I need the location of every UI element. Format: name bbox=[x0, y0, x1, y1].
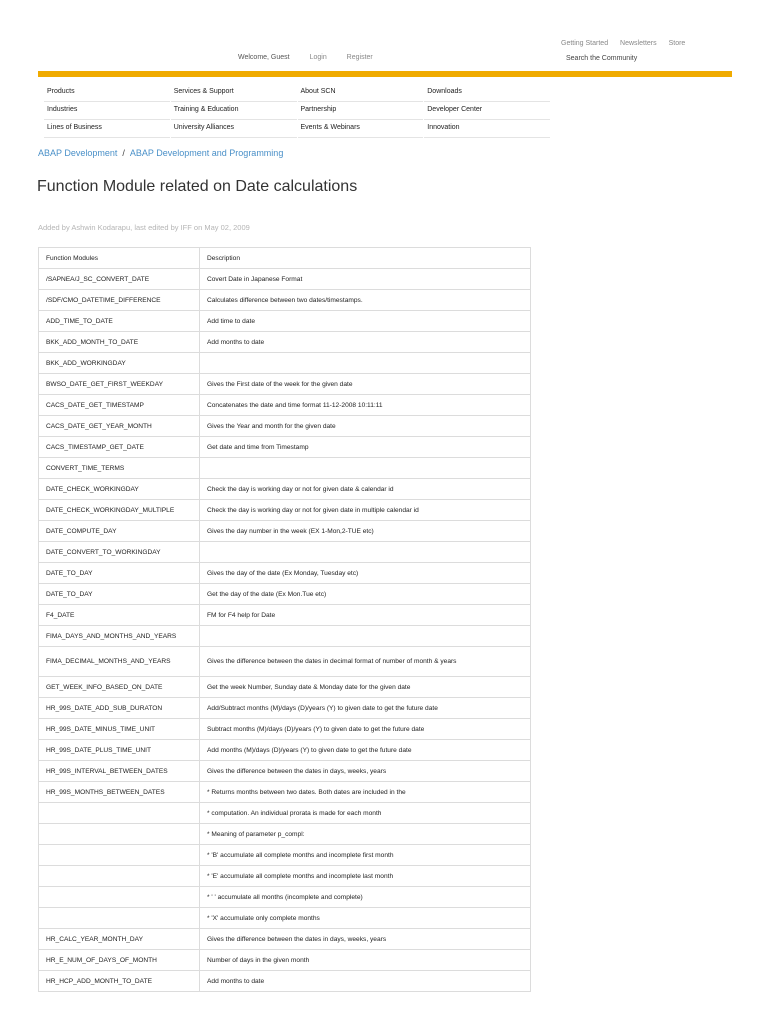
table-row bbox=[39, 269, 531, 290]
welcome-text: Welcome, Guest bbox=[238, 54, 290, 61]
store-link[interactable]: Store bbox=[668, 40, 686, 47]
getting-started-link[interactable]: Getting Started bbox=[561, 40, 609, 47]
nav-item-industries[interactable]: Industries bbox=[44, 102, 170, 120]
description-cell: Add time to date bbox=[200, 311, 531, 332]
page-meta: Added by Ashwin Kodarapu, last edited by IFF on May 02, 2009 bbox=[38, 223, 250, 232]
description-cell: Number of days in the given month bbox=[200, 950, 531, 971]
description-cell bbox=[200, 542, 531, 563]
table-row bbox=[39, 647, 531, 677]
description-cell: * computation. An individual prorata is made for each month bbox=[200, 803, 531, 824]
function-module-cell bbox=[39, 845, 200, 866]
table-row bbox=[39, 824, 531, 845]
table-row bbox=[39, 584, 531, 605]
description-cell: Subtract months (M)/days (D)/years (Y) to given date to get the future date bbox=[200, 719, 531, 740]
table-row bbox=[39, 971, 531, 992]
function-module-cell: DATE_TO_DAY bbox=[39, 584, 200, 605]
function-module-cell: HR_99S_MONTHS_BETWEEN_DATES bbox=[39, 782, 200, 803]
description-cell: Get the week Number, Sunday date & Monday date for the given date bbox=[200, 677, 531, 698]
description-cell: * Returns months between two dates. Both dates are included in the bbox=[200, 782, 531, 803]
register-link[interactable]: Register bbox=[346, 54, 373, 61]
function-module-cell: GET_WEEK_INFO_BASED_ON_DATE bbox=[39, 677, 200, 698]
nav-item-partnership[interactable]: Partnership bbox=[298, 102, 424, 120]
function-module-cell: HR_E_NUM_OF_DAYS_OF_MONTH bbox=[39, 950, 200, 971]
table-row bbox=[39, 698, 531, 719]
function-module-cell: DATE_COMPUTE_DAY bbox=[39, 521, 200, 542]
utility-links bbox=[561, 40, 695, 47]
description-cell: Check the day is working day or not for given date & calendar id bbox=[200, 479, 531, 500]
page-title: Function Module related on Date calculations bbox=[37, 178, 358, 195]
description-cell: Covert Date in Japanese Format bbox=[200, 269, 531, 290]
function-module-cell: DATE_CONVERT_TO_WORKINGDAY bbox=[39, 542, 200, 563]
table-row bbox=[39, 740, 531, 761]
function-module-cell bbox=[39, 866, 200, 887]
function-module-cell: HR_99S_INTERVAL_BETWEEN_DATES bbox=[39, 761, 200, 782]
table-row bbox=[39, 542, 531, 563]
function-module-cell: DATE_CHECK_WORKINGDAY bbox=[39, 479, 200, 500]
table-row bbox=[39, 311, 531, 332]
function-module-cell bbox=[39, 824, 200, 845]
table-row bbox=[39, 845, 531, 866]
description-cell: * 'B' accumulate all complete months and incomplete first month bbox=[200, 845, 531, 866]
nav-item-downloads[interactable]: Downloads bbox=[424, 84, 550, 102]
table-header-row bbox=[39, 248, 531, 269]
description-cell: Gives the First date of the week for the given date bbox=[200, 374, 531, 395]
description-cell: Add months to date bbox=[200, 332, 531, 353]
table-row bbox=[39, 626, 531, 647]
function-module-cell: /SAPNEA/J_SC_CONVERT_DATE bbox=[39, 269, 200, 290]
function-module-cell: FIMA_DAYS_AND_MONTHS_AND_YEARS bbox=[39, 626, 200, 647]
breadcrumb-abap-development[interactable]: ABAP Development bbox=[38, 148, 118, 158]
breadcrumb bbox=[38, 148, 283, 158]
table-row bbox=[39, 416, 531, 437]
table-row bbox=[39, 395, 531, 416]
description-cell: Get date and time from Timestamp bbox=[200, 437, 531, 458]
description-cell: FM for F4 help for Date bbox=[200, 605, 531, 626]
table-row bbox=[39, 677, 531, 698]
function-module-cell bbox=[39, 803, 200, 824]
description-cell: Calculates difference between two dates/timestamps. bbox=[200, 290, 531, 311]
function-module-cell: DATE_TO_DAY bbox=[39, 563, 200, 584]
function-module-cell: F4_DATE bbox=[39, 605, 200, 626]
description-cell: * 'E' accumulate all complete months and incomplete last month bbox=[200, 866, 531, 887]
description-cell: Gives the day of the date (Ex Monday, Tuesday etc) bbox=[200, 563, 531, 584]
table-row bbox=[39, 332, 531, 353]
description-cell: Add/Subtract months (M)/days (D)/years (Y) to given date to get the future date bbox=[200, 698, 531, 719]
description-cell: Gives the difference between the dates in decimal format of number of month & years bbox=[200, 647, 531, 677]
function-module-cell: CACS_DATE_GET_YEAR_MONTH bbox=[39, 416, 200, 437]
column-header-function-modules: Function Modules bbox=[39, 248, 200, 269]
table-row bbox=[39, 908, 531, 929]
nav-row bbox=[44, 102, 551, 120]
login-link[interactable]: Login bbox=[309, 54, 327, 61]
table-row bbox=[39, 500, 531, 521]
main-navigation bbox=[44, 84, 551, 138]
function-module-cell: HR_99S_DATE_ADD_SUB_DURATON bbox=[39, 698, 200, 719]
description-cell: Concatenates the date and time format 11-12-2008 10:11:11 bbox=[200, 395, 531, 416]
table-row bbox=[39, 458, 531, 479]
function-module-cell bbox=[39, 908, 200, 929]
description-cell bbox=[200, 458, 531, 479]
table-row bbox=[39, 437, 531, 458]
function-module-cell: CACS_TIMESTAMP_GET_DATE bbox=[39, 437, 200, 458]
description-cell: Gives the difference between the dates in days, weeks, years bbox=[200, 929, 531, 950]
function-module-cell: BKK_ADD_WORKINGDAY bbox=[39, 353, 200, 374]
description-cell: Gives the difference between the dates in days, weeks, years bbox=[200, 761, 531, 782]
table-row bbox=[39, 290, 531, 311]
table-row bbox=[39, 563, 531, 584]
function-module-cell: CACS_DATE_GET_TIMESTAMP bbox=[39, 395, 200, 416]
welcome-bar bbox=[238, 54, 391, 61]
search-community-input[interactable]: Search the Community bbox=[566, 55, 638, 62]
function-module-cell bbox=[39, 887, 200, 908]
table-row bbox=[39, 803, 531, 824]
description-cell: Add months (M)/days (D)/years (Y) to given date to get the future date bbox=[200, 740, 531, 761]
function-module-cell: DATE_CHECK_WORKINGDAY_MULTIPLE bbox=[39, 500, 200, 521]
description-cell: Check the day is working day or not for given date in multiple calendar id bbox=[200, 500, 531, 521]
function-module-cell: /SDF/CMO_DATETIME_DIFFERENCE bbox=[39, 290, 200, 311]
table-row bbox=[39, 605, 531, 626]
nav-item-products[interactable]: Products bbox=[44, 84, 170, 102]
function-module-cell: ADD_TIME_TO_DATE bbox=[39, 311, 200, 332]
nav-item-innovation[interactable]: Innovation bbox=[424, 120, 550, 138]
header-accent-bar bbox=[38, 71, 732, 77]
function-module-cell: BWSO_DATE_GET_FIRST_WEEKDAY bbox=[39, 374, 200, 395]
description-cell: * ' ' accumulate all months (incomplete and complete) bbox=[200, 887, 531, 908]
breadcrumb-separator: / bbox=[122, 148, 125, 158]
nav-row bbox=[44, 84, 551, 102]
nav-row bbox=[44, 120, 551, 138]
table-row bbox=[39, 782, 531, 803]
function-module-cell: HR_CALC_YEAR_MONTH_DAY bbox=[39, 929, 200, 950]
table-row bbox=[39, 521, 531, 542]
table-row bbox=[39, 353, 531, 374]
nav-item-events-webinars[interactable]: Events & Webinars bbox=[298, 120, 424, 138]
description-cell: Get the day of the date (Ex Mon.Tue etc) bbox=[200, 584, 531, 605]
table-row bbox=[39, 719, 531, 740]
description-cell bbox=[200, 353, 531, 374]
function-module-table bbox=[38, 247, 531, 992]
table-row bbox=[39, 761, 531, 782]
table-row bbox=[39, 479, 531, 500]
breadcrumb-abap-programming[interactable]: ABAP Development and Programming bbox=[129, 148, 284, 158]
description-cell: * Meaning of parameter p_compl: bbox=[200, 824, 531, 845]
function-module-cell: HR_99S_DATE_MINUS_TIME_UNIT bbox=[39, 719, 200, 740]
table-row bbox=[39, 887, 531, 908]
description-cell: Gives the day number in the week (EX 1-Mon,2-TUE etc) bbox=[200, 521, 531, 542]
newsletters-link[interactable]: Newsletters bbox=[620, 40, 657, 47]
nav-item-lines-of-business[interactable]: Lines of Business bbox=[44, 120, 170, 138]
table-row bbox=[39, 866, 531, 887]
table-row bbox=[39, 950, 531, 971]
description-cell bbox=[200, 626, 531, 647]
nav-item-about-scn[interactable]: About SCN bbox=[298, 84, 424, 102]
description-cell: Add months to date bbox=[200, 971, 531, 992]
column-header-description: Description bbox=[200, 248, 531, 269]
function-module-cell: BKK_ADD_MONTH_TO_DATE bbox=[39, 332, 200, 353]
table-row bbox=[39, 929, 531, 950]
description-cell: * 'X' accumulate only complete months bbox=[200, 908, 531, 929]
function-module-cell: FIMA_DECIMAL_MONTHS_AND_YEARS bbox=[39, 647, 200, 677]
nav-item-developer-center[interactable]: Developer Center bbox=[424, 102, 550, 120]
function-module-cell: HR_HCP_ADD_MONTH_TO_DATE bbox=[39, 971, 200, 992]
nav-item-services-support[interactable]: Services & Support bbox=[171, 84, 297, 102]
nav-item-training-education[interactable]: Training & Education bbox=[171, 102, 297, 120]
function-module-cell: HR_99S_DATE_PLUS_TIME_UNIT bbox=[39, 740, 200, 761]
description-cell: Gives the Year and month for the given date bbox=[200, 416, 531, 437]
nav-item-university-alliances[interactable]: University Alliances bbox=[171, 120, 297, 138]
function-module-cell: CONVERT_TIME_TERMS bbox=[39, 458, 200, 479]
table-row bbox=[39, 374, 531, 395]
